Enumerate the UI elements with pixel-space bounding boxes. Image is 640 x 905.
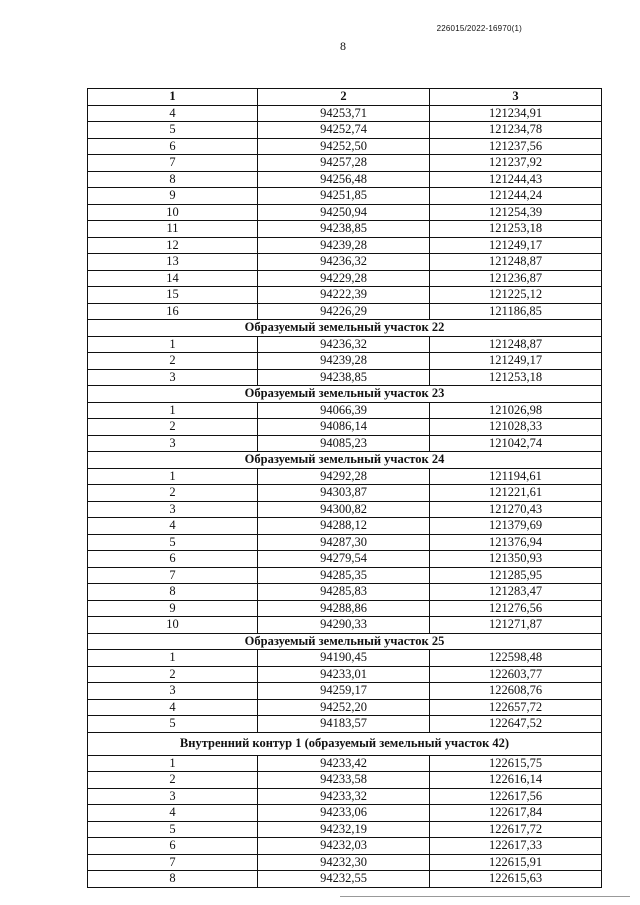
cell-y-coordinate: 121194,61 — [430, 468, 602, 485]
cell-y-coordinate: 121283,47 — [430, 584, 602, 601]
cell-y-coordinate: 121249,17 — [430, 237, 602, 254]
cell-y-coordinate: 121237,92 — [430, 155, 602, 172]
cell-point-number: 2 — [88, 353, 258, 370]
cell-point-number: 15 — [88, 287, 258, 304]
cell-point-number: 6 — [88, 551, 258, 568]
section-title: Образуемый земельный участок 23 — [88, 386, 602, 403]
cell-y-coordinate: 122615,75 — [430, 755, 602, 772]
cell-x-coordinate: 94285,83 — [258, 584, 430, 601]
table-row — [88, 122, 602, 139]
table-row — [88, 237, 602, 254]
table-row — [88, 617, 602, 634]
cell-y-coordinate: 122617,56 — [430, 788, 602, 805]
cell-y-coordinate: 122657,72 — [430, 699, 602, 716]
cell-y-coordinate: 122603,77 — [430, 666, 602, 683]
cell-x-coordinate: 94233,01 — [258, 666, 430, 683]
cell-x-coordinate: 94292,28 — [258, 468, 430, 485]
cell-point-number: 3 — [88, 369, 258, 386]
table-row — [88, 821, 602, 838]
cell-x-coordinate: 94287,30 — [258, 534, 430, 551]
table-row — [88, 485, 602, 502]
table-row — [88, 600, 602, 617]
cell-y-coordinate: 122598,48 — [430, 650, 602, 667]
cell-point-number: 5 — [88, 122, 258, 139]
cell-y-coordinate: 121285,95 — [430, 567, 602, 584]
cell-point-number: 7 — [88, 854, 258, 871]
column-header-x: 2 — [258, 89, 430, 106]
cell-y-coordinate: 121186,85 — [430, 303, 602, 320]
cell-point-number: 2 — [88, 772, 258, 789]
cell-y-coordinate: 121350,93 — [430, 551, 602, 568]
cell-point-number: 1 — [88, 336, 258, 353]
cell-y-coordinate: 122617,33 — [430, 838, 602, 855]
cell-y-coordinate: 121249,17 — [430, 353, 602, 370]
bottom-divider — [340, 896, 630, 897]
cell-point-number: 3 — [88, 435, 258, 452]
table-row — [88, 699, 602, 716]
table-row — [88, 435, 602, 452]
cell-x-coordinate: 94183,57 — [258, 716, 430, 733]
table-row — [88, 303, 602, 320]
column-header-y: 3 — [430, 89, 602, 106]
table-row — [88, 353, 602, 370]
cell-y-coordinate: 122647,52 — [430, 716, 602, 733]
cell-point-number: 7 — [88, 567, 258, 584]
cell-y-coordinate: 121270,43 — [430, 501, 602, 518]
cell-y-coordinate: 121253,18 — [430, 369, 602, 386]
cell-y-coordinate: 121253,18 — [430, 221, 602, 238]
table-row — [88, 105, 602, 122]
cell-x-coordinate: 94236,32 — [258, 336, 430, 353]
cell-point-number: 16 — [88, 303, 258, 320]
section-row — [88, 633, 602, 650]
cell-y-coordinate: 121254,39 — [430, 204, 602, 221]
table-row — [88, 468, 602, 485]
page-number: 8 — [340, 39, 346, 53]
table-row — [88, 518, 602, 535]
cell-y-coordinate: 121237,56 — [430, 138, 602, 155]
cell-point-number: 4 — [88, 699, 258, 716]
cell-x-coordinate: 94279,54 — [258, 551, 430, 568]
coordinates-table — [87, 88, 602, 888]
cell-x-coordinate: 94250,94 — [258, 204, 430, 221]
cell-x-coordinate: 94190,45 — [258, 650, 430, 667]
table-body — [88, 105, 602, 887]
table-row — [88, 155, 602, 172]
cell-point-number: 9 — [88, 188, 258, 205]
table-row — [88, 805, 602, 822]
cell-point-number: 4 — [88, 105, 258, 122]
cell-point-number: 1 — [88, 650, 258, 667]
table-row — [88, 402, 602, 419]
cell-point-number: 6 — [88, 838, 258, 855]
cell-x-coordinate: 94236,32 — [258, 254, 430, 271]
table-row — [88, 755, 602, 772]
cell-y-coordinate: 121244,43 — [430, 171, 602, 188]
section-title: Образуемый земельный участок 24 — [88, 452, 602, 469]
cell-point-number: 8 — [88, 871, 258, 888]
table-row — [88, 287, 602, 304]
section-row — [88, 452, 602, 469]
cell-y-coordinate: 121026,98 — [430, 402, 602, 419]
table-row — [88, 501, 602, 518]
cell-y-coordinate: 121271,87 — [430, 617, 602, 634]
cell-x-coordinate: 94232,55 — [258, 871, 430, 888]
cell-x-coordinate: 94233,58 — [258, 772, 430, 789]
cell-x-coordinate: 94239,28 — [258, 353, 430, 370]
cell-y-coordinate: 121028,33 — [430, 419, 602, 436]
cell-x-coordinate: 94233,06 — [258, 805, 430, 822]
section-title: Внутренний контур 1 (образуемый земельный участок 42) — [88, 732, 602, 755]
table-row — [88, 534, 602, 551]
table-row — [88, 270, 602, 287]
cell-y-coordinate: 122617,84 — [430, 805, 602, 822]
cell-x-coordinate: 94232,03 — [258, 838, 430, 855]
cell-point-number: 10 — [88, 617, 258, 634]
cell-point-number: 3 — [88, 501, 258, 518]
table-row — [88, 204, 602, 221]
document-id: 226015/2022-16970(1) — [436, 24, 522, 33]
cell-point-number: 8 — [88, 584, 258, 601]
cell-point-number: 1 — [88, 755, 258, 772]
cell-x-coordinate: 94238,85 — [258, 369, 430, 386]
cell-y-coordinate: 122615,63 — [430, 871, 602, 888]
table-header — [88, 89, 602, 106]
table-row — [88, 138, 602, 155]
cell-x-coordinate: 94252,74 — [258, 122, 430, 139]
column-header-point: 1 — [88, 89, 258, 106]
cell-y-coordinate: 122616,14 — [430, 772, 602, 789]
cell-y-coordinate: 121379,69 — [430, 518, 602, 535]
cell-y-coordinate: 121234,91 — [430, 105, 602, 122]
cell-x-coordinate: 94256,48 — [258, 171, 430, 188]
table-row — [88, 584, 602, 601]
cell-x-coordinate: 94288,86 — [258, 600, 430, 617]
table-row — [88, 666, 602, 683]
cell-x-coordinate: 94288,12 — [258, 518, 430, 535]
cell-point-number: 4 — [88, 805, 258, 822]
table-row — [88, 772, 602, 789]
cell-y-coordinate: 121244,24 — [430, 188, 602, 205]
cell-point-number: 8 — [88, 171, 258, 188]
cell-x-coordinate: 94252,50 — [258, 138, 430, 155]
table-row — [88, 650, 602, 667]
table-row — [88, 716, 602, 733]
cell-x-coordinate: 94066,39 — [258, 402, 430, 419]
cell-point-number: 6 — [88, 138, 258, 155]
cell-y-coordinate: 121221,61 — [430, 485, 602, 502]
cell-point-number: 14 — [88, 270, 258, 287]
cell-x-coordinate: 94252,20 — [258, 699, 430, 716]
cell-x-coordinate: 94086,14 — [258, 419, 430, 436]
cell-x-coordinate: 94290,33 — [258, 617, 430, 634]
cell-x-coordinate: 94257,28 — [258, 155, 430, 172]
cell-y-coordinate: 122608,76 — [430, 683, 602, 700]
table-row — [88, 788, 602, 805]
table-row — [88, 188, 602, 205]
cell-y-coordinate: 121042,74 — [430, 435, 602, 452]
table-row — [88, 221, 602, 238]
cell-point-number: 5 — [88, 716, 258, 733]
table-row — [88, 567, 602, 584]
cell-point-number: 9 — [88, 600, 258, 617]
cell-x-coordinate: 94238,85 — [258, 221, 430, 238]
cell-y-coordinate: 121376,94 — [430, 534, 602, 551]
header-row — [88, 89, 602, 106]
cell-point-number: 12 — [88, 237, 258, 254]
table-row — [88, 838, 602, 855]
table-row — [88, 871, 602, 888]
cell-point-number: 1 — [88, 468, 258, 485]
section-row — [88, 386, 602, 403]
table-row — [88, 551, 602, 568]
cell-x-coordinate: 94303,87 — [258, 485, 430, 502]
cell-x-coordinate: 94251,85 — [258, 188, 430, 205]
cell-point-number: 2 — [88, 485, 258, 502]
cell-y-coordinate: 121276,56 — [430, 600, 602, 617]
cell-point-number: 5 — [88, 534, 258, 551]
cell-point-number: 11 — [88, 221, 258, 238]
cell-point-number: 2 — [88, 666, 258, 683]
cell-point-number: 3 — [88, 788, 258, 805]
cell-x-coordinate: 94222,39 — [258, 287, 430, 304]
section-row — [88, 320, 602, 337]
cell-point-number: 1 — [88, 402, 258, 419]
cell-x-coordinate: 94232,30 — [258, 854, 430, 871]
section-row — [88, 732, 602, 755]
cell-point-number: 13 — [88, 254, 258, 271]
cell-x-coordinate: 94285,35 — [258, 567, 430, 584]
cell-point-number: 4 — [88, 518, 258, 535]
cell-x-coordinate: 94239,28 — [258, 237, 430, 254]
cell-point-number: 3 — [88, 683, 258, 700]
cell-x-coordinate: 94233,32 — [258, 788, 430, 805]
cell-x-coordinate: 94226,29 — [258, 303, 430, 320]
cell-y-coordinate: 121225,12 — [430, 287, 602, 304]
table-row — [88, 854, 602, 871]
cell-y-coordinate: 122615,91 — [430, 854, 602, 871]
table-row — [88, 254, 602, 271]
cell-point-number: 10 — [88, 204, 258, 221]
cell-x-coordinate: 94259,17 — [258, 683, 430, 700]
table-row — [88, 683, 602, 700]
cell-point-number: 5 — [88, 821, 258, 838]
cell-x-coordinate: 94233,42 — [258, 755, 430, 772]
cell-y-coordinate: 121234,78 — [430, 122, 602, 139]
cell-y-coordinate: 121248,87 — [430, 254, 602, 271]
section-title: Образуемый земельный участок 22 — [88, 320, 602, 337]
cell-y-coordinate: 122617,72 — [430, 821, 602, 838]
cell-point-number: 2 — [88, 419, 258, 436]
cell-x-coordinate: 94300,82 — [258, 501, 430, 518]
cell-x-coordinate: 94232,19 — [258, 821, 430, 838]
table-row — [88, 336, 602, 353]
section-title: Образуемый земельный участок 25 — [88, 633, 602, 650]
table-row — [88, 419, 602, 436]
cell-x-coordinate: 94253,71 — [258, 105, 430, 122]
cell-y-coordinate: 121248,87 — [430, 336, 602, 353]
table-row — [88, 369, 602, 386]
cell-point-number: 7 — [88, 155, 258, 172]
table-row — [88, 171, 602, 188]
cell-x-coordinate: 94229,28 — [258, 270, 430, 287]
cell-x-coordinate: 94085,23 — [258, 435, 430, 452]
cell-y-coordinate: 121236,87 — [430, 270, 602, 287]
